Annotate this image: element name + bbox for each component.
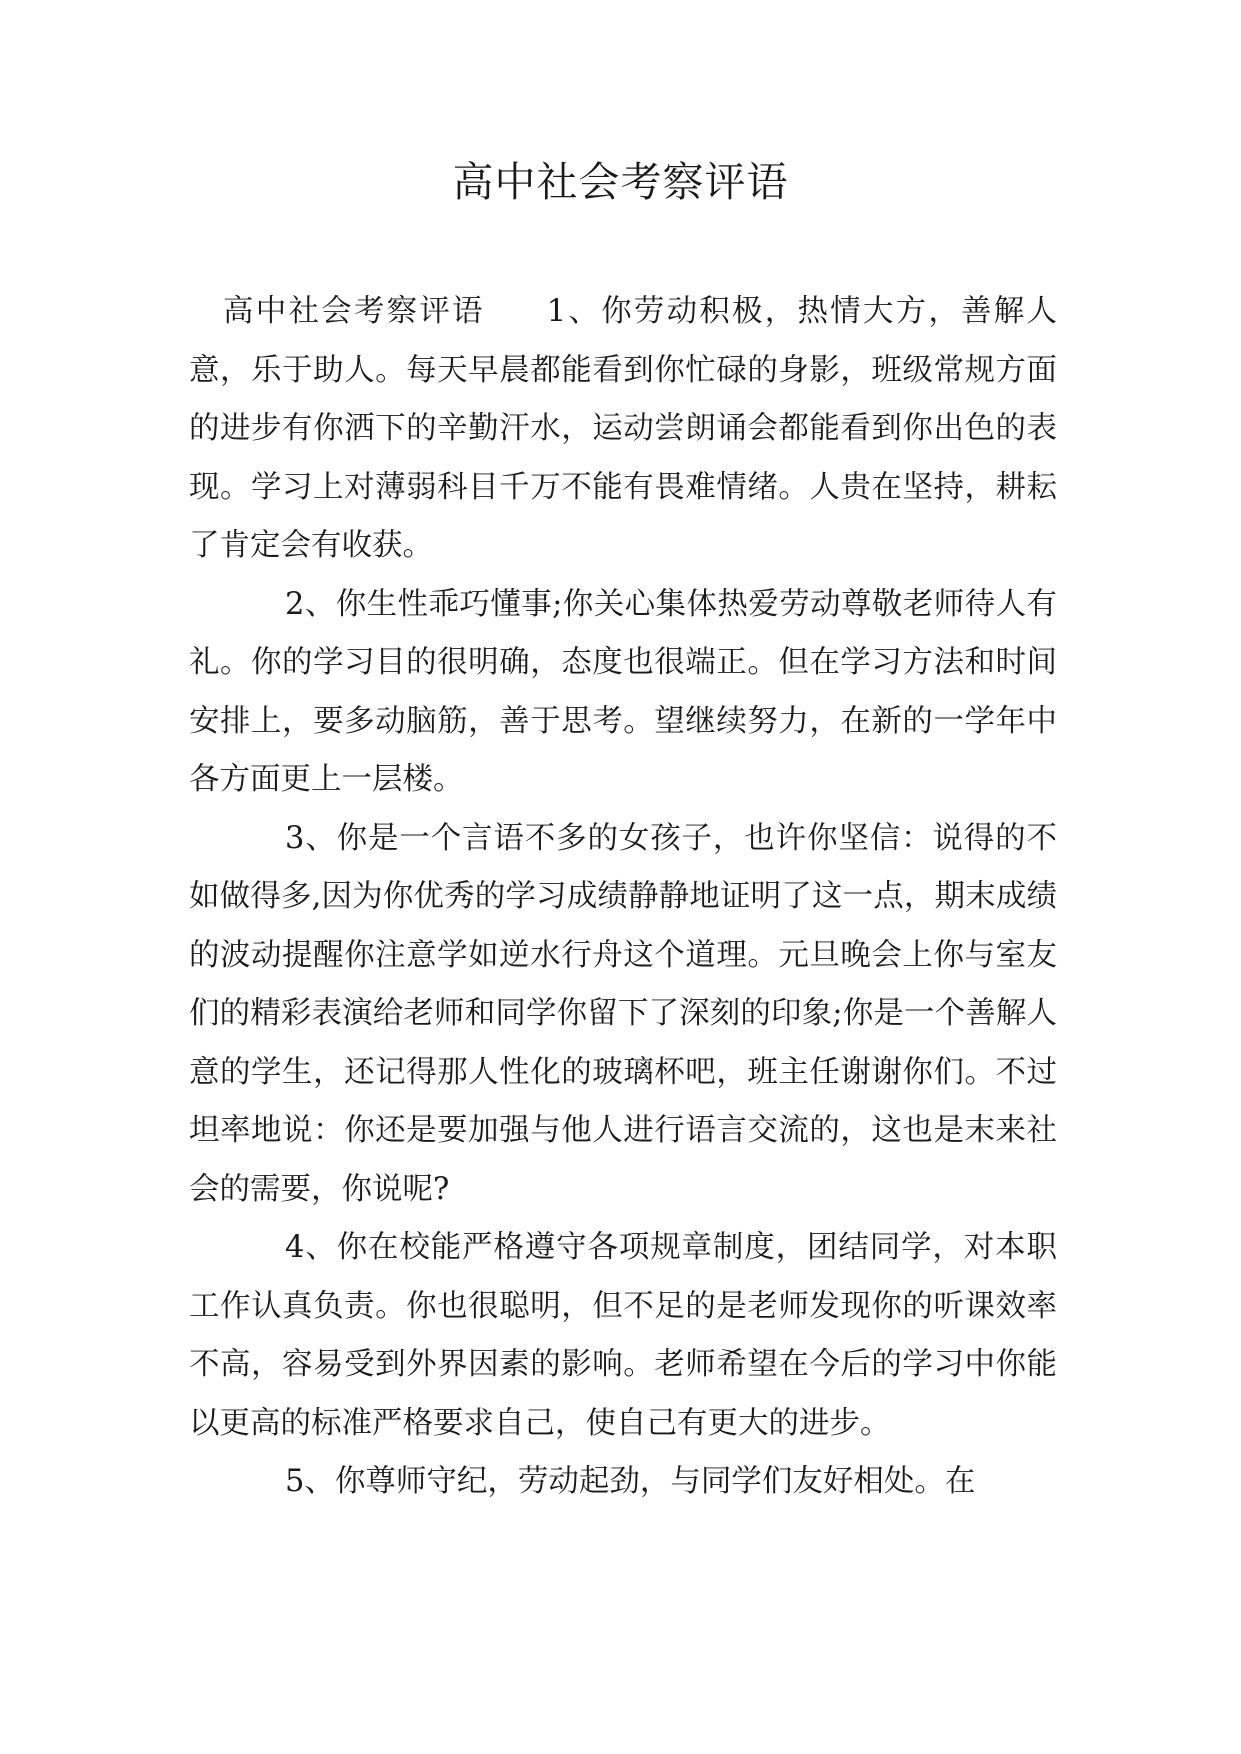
document-body [189, 283, 1057, 1512]
paragraph-2: 2、你生性乖巧懂事;你关心集体热爱劳动尊敬老师待人有礼。你的学习目的很明确，态度也很端正。但在学习方法和时间安排上，要多动脑筋，善于思考。望继续努力，在新的一学年中各方面更上一层楼。 [189, 586, 1057, 797]
document-title: 高中社会考察评语 [452, 158, 789, 206]
paragraph-3: 3、你是一个言语不多的女孩子，也许你坚信：说得的不如做得多,因为你优秀的学习成绩静静地证明了这一点，期末成绩的波动提醒你注意学如逆水行舟这个道理。元旦晚会上你与室友们的精彩表演给老师和同学你留下了深刻的印象;你是一个善解人意的学生，还记得那人性化的玻璃杯吧，班主任谢谢你们。不过坦率地说：你还是要加强与他人进行语言交流的，这也是末来社会的需要，你说呢? [189, 820, 1057, 1207]
paragraph-1-text: 1、你劳动积极，热情大方，善解人意，乐于助人。每天早晨都能看到你忙碌的身影，班级常规方面的进步有你洒下的辛勤汗水，运动尝朗诵会都能看到你出色的表现。学习上对薄弱科目千万不能有畏难情绪。人贵在坚持，耕耘了肯定会有收获。 [189, 294, 1058, 563]
paragraph-5: 5、你尊师守纪，劳动起劲，与同学们友好相处。在 [285, 1464, 976, 1499]
paragraph-4: 4、你在校能严格遵守各项规章制度，团结同学，对本职工作认真负责。你也很聪明，但不足的是老师发现你的听课效率不高，容易受到外界因素的影响。老师希望在今后的学习中你能以更高的标准严格要求自己，使自己有更大的进步。 [189, 1230, 1057, 1441]
intro-heading: 高中社会考察评语 [223, 294, 485, 329]
paragraph-1 [189, 283, 1057, 576]
